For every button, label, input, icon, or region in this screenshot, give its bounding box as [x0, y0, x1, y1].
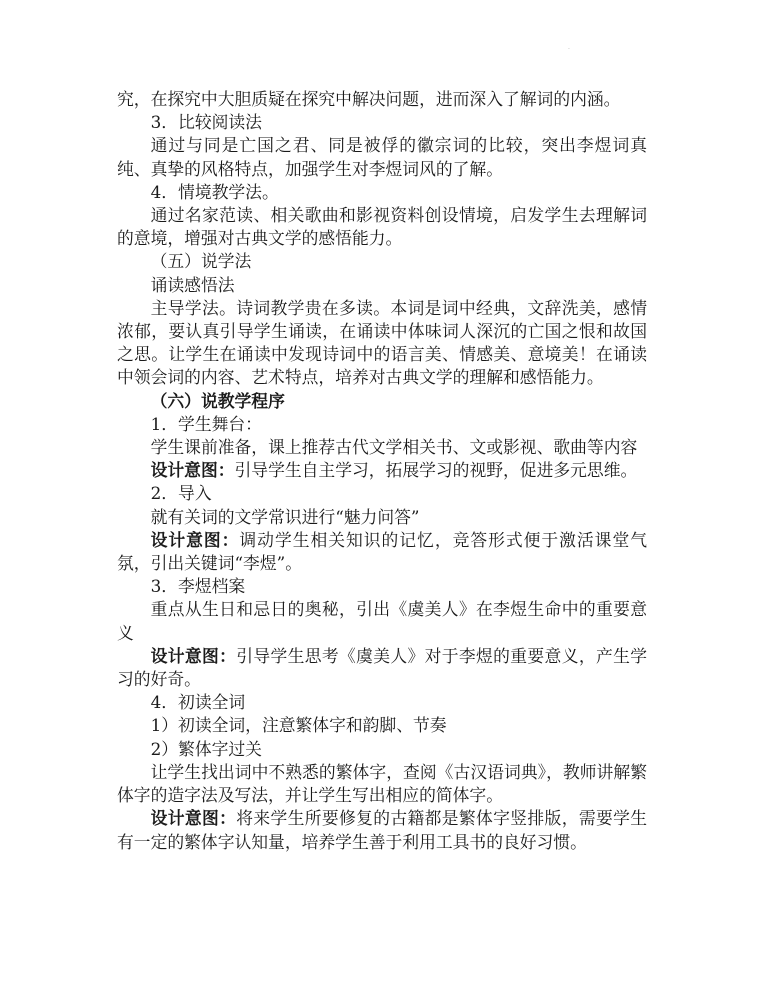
heading-comparative-reading: 3．比较阅读法 — [150, 112, 262, 133]
paragraph: 就有关词的文学常识进行“魅力问答” — [150, 506, 420, 527]
design-intent-paragraph — [117, 529, 647, 575]
heading-first-reading: 4．初读全词 — [150, 692, 246, 713]
paragraph: 重点从生日和忌日的奥秘，引出《虞美人》在李煜生命中的重要意义 — [117, 599, 647, 643]
design-intent-label: 设计意图： — [150, 460, 235, 481]
design-intent-label: 设计意图： — [150, 808, 237, 829]
design-intent-paragraph — [117, 459, 647, 482]
design-intent-paragraph — [117, 645, 647, 691]
list-item: 2）繁体字过关 — [150, 738, 262, 759]
section-heading-learning-method: （五）说学法 — [150, 251, 252, 272]
design-intent-text: 调动学生相关知识的记忆，竞答形式便于激活课堂气氛，引出关键词“李煜”。 — [117, 529, 647, 574]
design-intent-paragraph — [117, 807, 647, 853]
paragraph-continuation: 究，在探究中大胆质疑在探究中解决问题，进而深入了解词的内涵。 — [117, 89, 621, 109]
corner-mark: . — [568, 44, 570, 51]
design-intent-text: 将来学生所要修复的古籍都是繁体字竖排版，需要学生有一定的繁体字认知量，培养学生善于利用工具书的良好习惯。 — [117, 808, 647, 852]
section-heading-teaching-procedure: （六）说教学程序 — [150, 390, 285, 411]
heading-li-yu-file: 3．李煜档案 — [150, 576, 246, 597]
document-page — [117, 88, 647, 854]
paragraph: 主导学法。诗词教学贵在多读。本词是词中经典，文辞洗美，感情浓郁，要认真引导学生诵读，在诵读中体味词人深沉的亡国之恨和故国之思。让学生在诵读中发现诗词中的语言美、情感美、意境美！在诵读中领会词的内容、艺术特点，培养对古典文学的理解和感悟能力。 — [117, 297, 647, 388]
design-intent-text: 引导学生思考《虞美人》对于李煜的重要意义，产生学习的好奇。 — [117, 645, 647, 690]
heading-recitation: 诵读感悟法 — [150, 274, 235, 295]
heading-introduction: 2．导入 — [150, 483, 212, 504]
paragraph: 通过名家范读、相关歌曲和影视资料创设情境，启发学生去理解词的意境，增强对古典文学的感悟能力。 — [117, 205, 647, 249]
design-intent-label: 设计意图： — [150, 529, 240, 550]
paragraph: 通过与同是亡国之君、同是被俘的徽宗词的比较，突出李煜词真纯、真挚的风格特点，加强学生对李煜词风的了解。 — [117, 135, 647, 179]
paragraph: 学生课前准备，课上推荐古代文学相关书、文或影视、歌曲等内容 — [150, 437, 638, 458]
heading-situational-teaching: 4．情境教学法。 — [150, 181, 279, 202]
heading-student-stage: 1．学生舞台： — [150, 413, 262, 434]
design-intent-text: 引导学生自主学习，拓展学习的视野，促进多元思维。 — [234, 460, 638, 481]
list-item: 1）初读全词，注意繁体字和韵脚、节奏 — [150, 715, 447, 736]
paragraph: 让学生找出词中不熟悉的繁体字，查阅《古汉语词典》，教师讲解繁体字的造字法及写法，并让学生写出相应的简体字。 — [117, 761, 647, 806]
design-intent-label: 设计意图： — [150, 645, 237, 666]
